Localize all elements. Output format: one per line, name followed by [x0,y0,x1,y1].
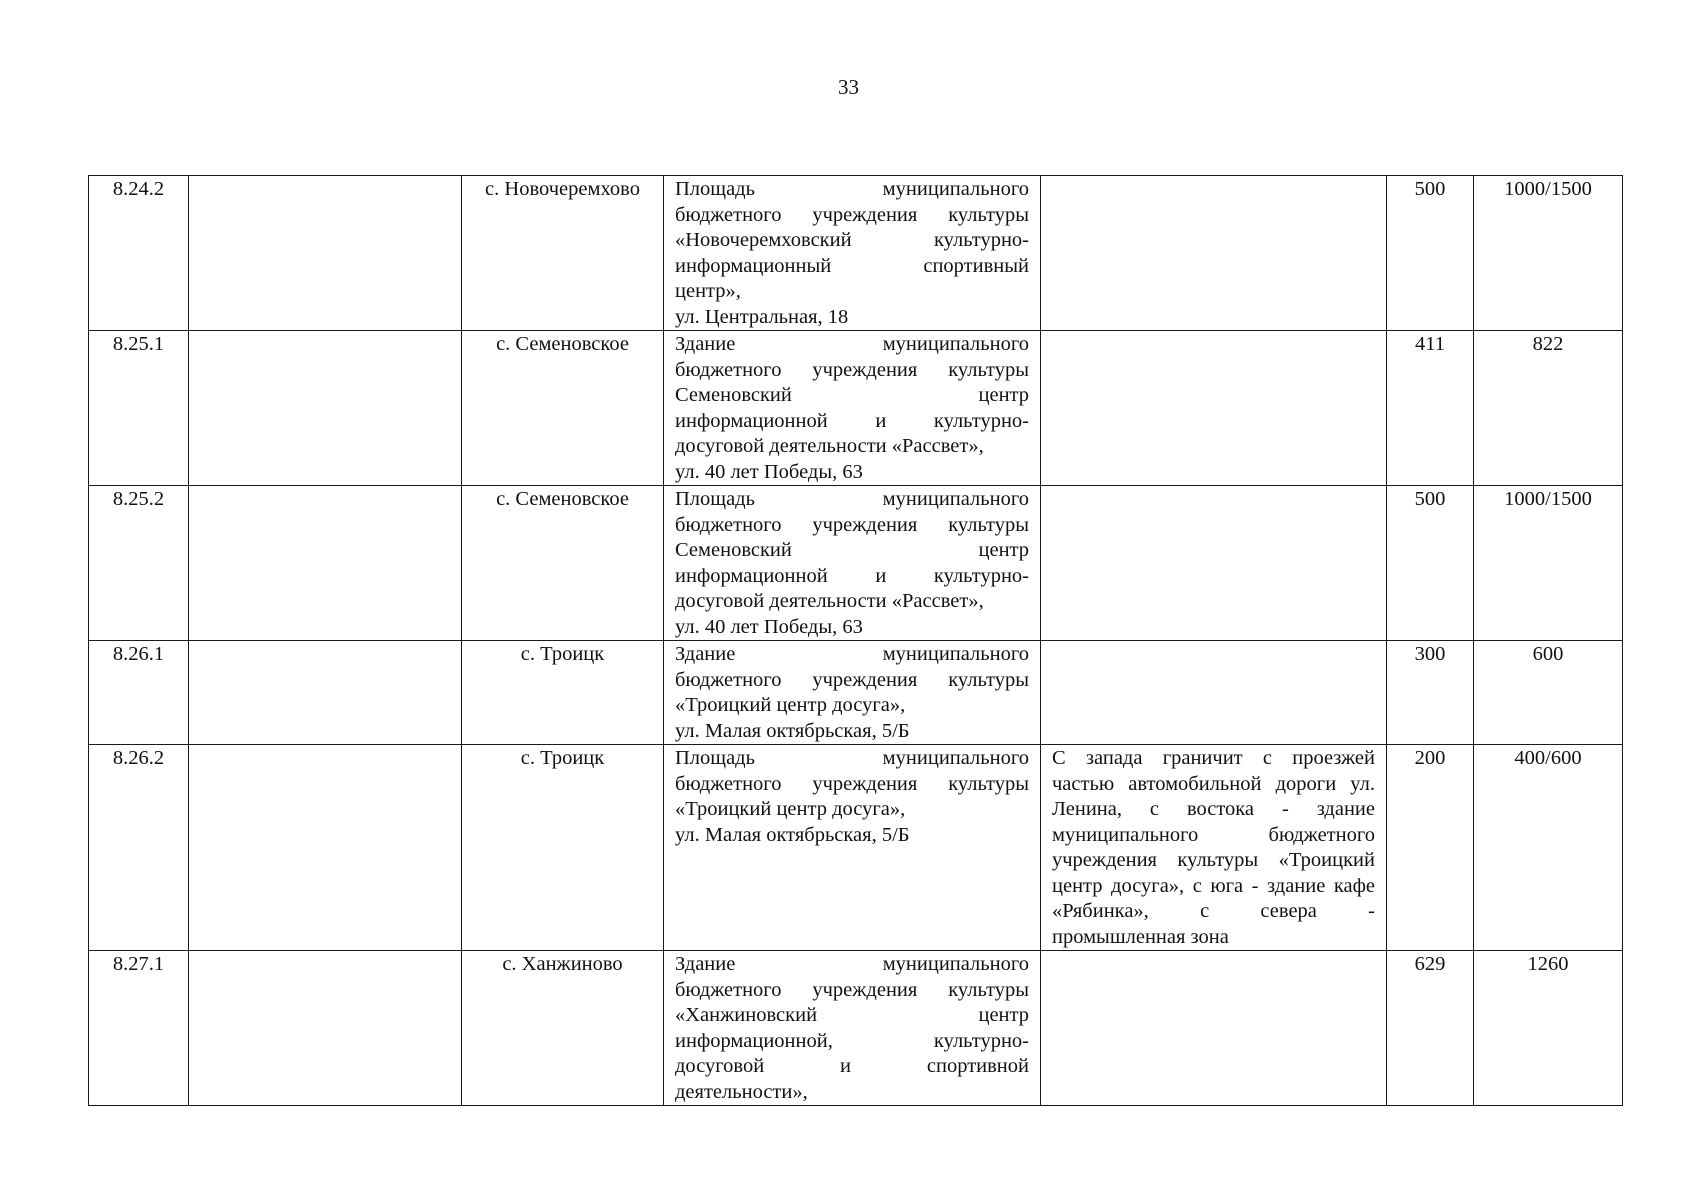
cell-text-line: «Ханжиновский центр [675,1004,1029,1026]
empty-cell [189,745,462,951]
empty-cell [189,176,462,331]
row-number-cell: 8.26.2 [89,745,189,951]
cell-text-line: бюджетного учреждения культуры [675,978,1029,1001]
value-cell-1: 629 [1387,951,1474,1106]
cell-text-line: С запада граничит с проезжей [1052,747,1375,769]
cell-text-line: досуговой деятельности «Рассвет», [675,590,984,612]
object-description-cell [664,745,1041,951]
boundaries-cell [1041,641,1387,745]
boundaries-cell [1041,745,1387,951]
cell-text-line: «Троицкий центр досуга», [675,694,906,716]
cell-text-line: ул. Центральная, 18 [675,305,849,328]
cell-text-line: ул. Малая октябрьская, 5/Б [675,823,910,846]
settlement-cell: с. Новочеремхово [462,176,664,331]
table-row [89,745,1623,951]
value-cell-2: 1260 [1474,951,1623,1106]
cell-text-line: бюджетного учреждения культуры [675,358,1029,381]
cell-text-line: бюджетного учреждения культуры [675,513,1029,536]
cell-text-line: Здание муниципального [675,333,1029,355]
object-description-cell [664,951,1041,1106]
cell-text-line: Площадь муниципального [675,747,1029,769]
object-description-cell [664,176,1041,331]
cell-text-line: ул. Малая октябрьская, 5/Б [675,719,910,742]
object-description-cell [664,641,1041,745]
cell-text-line: Здание муниципального [675,953,1029,975]
boundaries-cell [1041,951,1387,1106]
row-number-cell: 8.24.2 [89,176,189,331]
table-row [89,951,1623,1106]
table-row [89,486,1623,641]
table-body [89,176,1623,1106]
cell-text-line: учреждения культуры «Троицкий [1052,849,1375,871]
value-cell-2: 1000/1500 [1474,486,1623,641]
boundaries-cell [1041,176,1387,331]
settlement-cell: с. Семеновское [462,331,664,486]
empty-cell [189,486,462,641]
row-number-cell: 8.25.2 [89,486,189,641]
value-cell-1: 500 [1387,486,1474,641]
cell-text-line: Семеновский центр [675,384,1029,406]
cell-text-line: «Троицкий центр досуга», [675,798,906,820]
boundaries-cell [1041,331,1387,486]
empty-cell [189,951,462,1106]
empty-cell [189,331,462,486]
cell-text-line: «Рябинка», с севера - [1052,900,1375,922]
empty-cell [189,641,462,745]
settlement-cell: с. Троицк [462,745,664,951]
value-cell-2: 1000/1500 [1474,176,1623,331]
cell-text-line: ул. 40 лет Победы, 63 [675,615,863,638]
cell-text-line: досуговой и спортивной [675,1055,1029,1077]
value-cell-2: 822 [1474,331,1623,486]
cell-text-line: бюджетного учреждения культуры [675,772,1029,795]
cell-text-line: информационной и культурно- [675,564,1029,587]
cell-text-line: центр», [675,280,741,302]
cell-text-line: бюджетного учреждения культуры [675,203,1029,226]
value-cell-1: 200 [1387,745,1474,951]
value-cell-2: 400/600 [1474,745,1623,951]
settlement-cell: с. Семеновское [462,486,664,641]
cell-text-line: частью автомобильной дороги ул. [1052,772,1375,795]
object-description-cell [664,486,1041,641]
cell-text-line: Ленина, с востока - здание [1052,798,1375,820]
table-row [89,176,1623,331]
cell-text-line: деятельности», [675,1080,808,1103]
cell-text-line: муниципального бюджетного [1052,823,1375,846]
object-table [88,175,1623,1106]
settlement-cell: с. Ханжиново [462,951,664,1106]
value-cell-1: 300 [1387,641,1474,745]
cell-text-line: бюджетного учреждения культуры [675,668,1029,691]
value-cell-1: 500 [1387,176,1474,331]
table-row [89,331,1623,486]
cell-text-line: ул. 40 лет Победы, 63 [675,460,863,483]
value-cell-2: 600 [1474,641,1623,745]
cell-text-line: информационной, культурно- [675,1029,1029,1052]
cell-text-line: досуговой деятельности «Рассвет», [675,435,984,457]
cell-text-line: информационной и культурно- [675,409,1029,432]
table-row [89,641,1623,745]
settlement-cell: с. Троицк [462,641,664,745]
cell-text-line: «Новочеремховский культурно- [675,229,1029,251]
cell-text-line: Здание муниципального [675,643,1029,665]
row-number-cell: 8.25.1 [89,331,189,486]
value-cell-1: 411 [1387,331,1474,486]
cell-text-line: центр досуга», с юга - здание кафе [1052,874,1375,897]
object-description-cell [664,331,1041,486]
page-number: 33 [838,75,859,99]
row-number-cell: 8.26.1 [89,641,189,745]
cell-text-line: Площадь муниципального [675,488,1029,510]
cell-text-line: информационный спортивный [675,254,1029,277]
boundaries-cell [1041,486,1387,641]
cell-text-line: промышленная зона [1052,925,1229,948]
cell-text-line: Семеновский центр [675,539,1029,561]
cell-text-line: Площадь муниципального [675,178,1029,200]
row-number-cell: 8.27.1 [89,951,189,1106]
